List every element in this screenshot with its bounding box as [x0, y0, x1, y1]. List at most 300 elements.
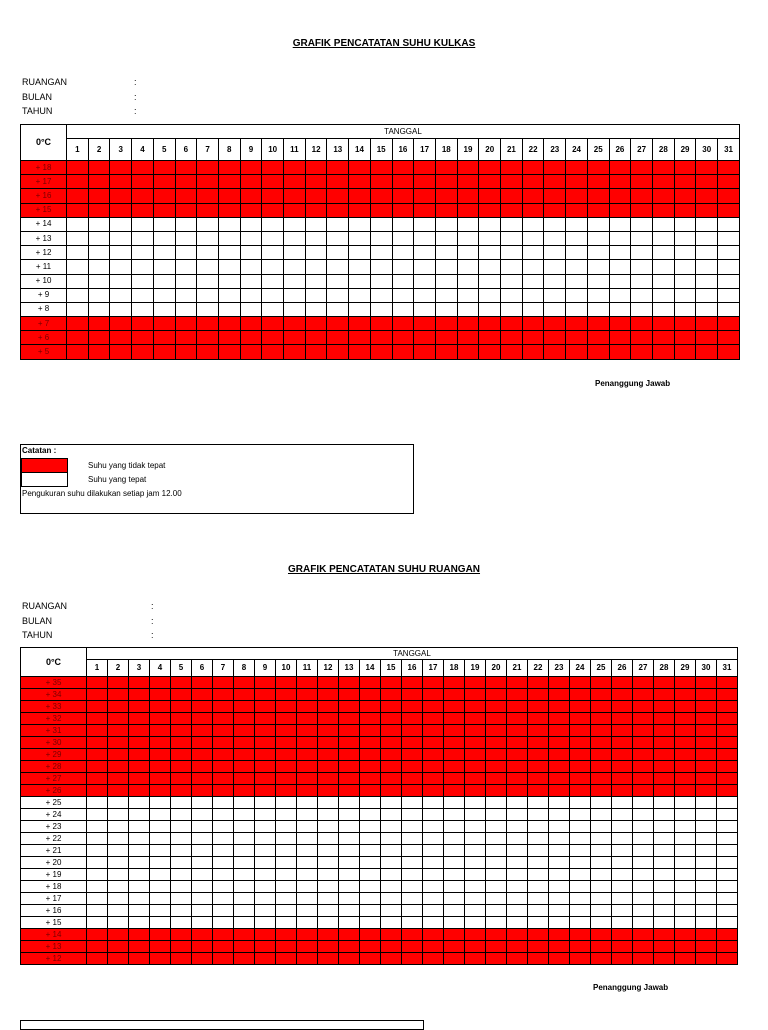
record-cell[interactable] — [150, 797, 171, 809]
record-cell[interactable] — [318, 917, 339, 929]
record-cell[interactable] — [153, 175, 175, 189]
record-cell[interactable] — [652, 189, 674, 203]
record-cell[interactable] — [633, 833, 654, 845]
record-cell[interactable] — [465, 929, 486, 941]
record-cell[interactable] — [88, 302, 110, 316]
record-cell[interactable] — [570, 749, 591, 761]
record-cell[interactable] — [339, 677, 360, 689]
record-cell[interactable] — [609, 246, 631, 260]
record-cell[interactable] — [318, 857, 339, 869]
record-cell[interactable] — [234, 701, 255, 713]
record-cell[interactable] — [717, 797, 738, 809]
record-cell[interactable] — [234, 725, 255, 737]
record-cell[interactable] — [696, 317, 718, 331]
record-cell[interactable] — [381, 689, 402, 701]
record-cell[interactable] — [501, 231, 523, 245]
record-cell[interactable] — [108, 713, 129, 725]
record-cell[interactable] — [549, 905, 570, 917]
record-cell[interactable] — [197, 217, 219, 231]
record-cell[interactable] — [284, 317, 306, 331]
record-cell[interactable] — [213, 833, 234, 845]
record-cell[interactable] — [218, 274, 240, 288]
record-cell[interactable] — [507, 929, 528, 941]
record-cell[interactable] — [654, 917, 675, 929]
record-cell[interactable] — [528, 893, 549, 905]
record-cell[interactable] — [402, 857, 423, 869]
record-cell[interactable] — [276, 869, 297, 881]
record-cell[interactable] — [423, 713, 444, 725]
record-cell[interactable] — [522, 203, 544, 217]
record-cell[interactable] — [591, 761, 612, 773]
record-cell[interactable] — [465, 737, 486, 749]
record-cell[interactable] — [414, 189, 436, 203]
record-cell[interactable] — [507, 713, 528, 725]
record-cell[interactable] — [652, 246, 674, 260]
record-cell[interactable] — [234, 737, 255, 749]
record-cell[interactable] — [284, 175, 306, 189]
record-cell[interactable] — [129, 749, 150, 761]
record-cell[interactable] — [444, 893, 465, 905]
record-cell[interactable] — [633, 905, 654, 917]
record-cell[interactable] — [696, 725, 717, 737]
record-cell[interactable] — [675, 725, 696, 737]
record-cell[interactable] — [240, 189, 262, 203]
record-cell[interactable] — [327, 274, 349, 288]
record-cell[interactable] — [171, 761, 192, 773]
record-cell[interactable] — [486, 737, 507, 749]
record-cell[interactable] — [654, 845, 675, 857]
record-cell[interactable] — [479, 161, 501, 175]
record-cell[interactable] — [88, 217, 110, 231]
record-cell[interactable] — [696, 189, 718, 203]
record-cell[interactable] — [696, 821, 717, 833]
record-cell[interactable] — [570, 689, 591, 701]
record-cell[interactable] — [175, 274, 197, 288]
record-cell[interactable] — [457, 260, 479, 274]
record-cell[interactable] — [609, 161, 631, 175]
record-cell[interactable] — [717, 941, 738, 953]
record-cell[interactable] — [327, 317, 349, 331]
record-cell[interactable] — [654, 953, 675, 965]
record-cell[interactable] — [262, 175, 284, 189]
record-cell[interactable] — [507, 737, 528, 749]
record-cell[interactable] — [262, 161, 284, 175]
record-cell[interactable] — [297, 677, 318, 689]
record-cell[interactable] — [587, 161, 609, 175]
record-cell[interactable] — [612, 905, 633, 917]
record-cell[interactable] — [360, 737, 381, 749]
record-cell[interactable] — [479, 302, 501, 316]
record-cell[interactable] — [435, 288, 457, 302]
record-cell[interactable] — [197, 274, 219, 288]
record-cell[interactable] — [612, 725, 633, 737]
record-cell[interactable] — [549, 809, 570, 821]
record-cell[interactable] — [240, 274, 262, 288]
record-cell[interactable] — [544, 189, 566, 203]
record-cell[interactable] — [255, 689, 276, 701]
record-cell[interactable] — [381, 953, 402, 965]
record-cell[interactable] — [486, 869, 507, 881]
record-cell[interactable] — [234, 893, 255, 905]
record-cell[interactable] — [297, 917, 318, 929]
record-cell[interactable] — [654, 737, 675, 749]
record-cell[interactable] — [675, 701, 696, 713]
record-cell[interactable] — [192, 749, 213, 761]
record-cell[interactable] — [284, 260, 306, 274]
record-cell[interactable] — [423, 845, 444, 857]
record-cell[interactable] — [570, 917, 591, 929]
record-cell[interactable] — [414, 302, 436, 316]
record-cell[interactable] — [392, 260, 414, 274]
record-cell[interactable] — [528, 821, 549, 833]
record-cell[interactable] — [150, 893, 171, 905]
record-cell[interactable] — [465, 893, 486, 905]
record-cell[interactable] — [612, 845, 633, 857]
record-cell[interactable] — [318, 773, 339, 785]
record-cell[interactable] — [696, 869, 717, 881]
record-cell[interactable] — [192, 677, 213, 689]
record-cell[interactable] — [339, 833, 360, 845]
record-cell[interactable] — [566, 217, 588, 231]
record-cell[interactable] — [255, 845, 276, 857]
record-cell[interactable] — [423, 869, 444, 881]
record-cell[interactable] — [479, 260, 501, 274]
record-cell[interactable] — [218, 203, 240, 217]
record-cell[interactable] — [696, 953, 717, 965]
record-cell[interactable] — [414, 231, 436, 245]
record-cell[interactable] — [305, 161, 327, 175]
record-cell[interactable] — [570, 929, 591, 941]
record-cell[interactable] — [654, 773, 675, 785]
record-cell[interactable] — [218, 246, 240, 260]
record-cell[interactable] — [318, 737, 339, 749]
record-cell[interactable] — [234, 917, 255, 929]
record-cell[interactable] — [370, 231, 392, 245]
record-cell[interactable] — [381, 881, 402, 893]
record-cell[interactable] — [192, 809, 213, 821]
record-cell[interactable] — [110, 302, 132, 316]
record-cell[interactable] — [414, 317, 436, 331]
record-cell[interactable] — [696, 785, 717, 797]
record-cell[interactable] — [444, 737, 465, 749]
record-cell[interactable] — [171, 797, 192, 809]
record-cell[interactable] — [262, 345, 284, 359]
record-cell[interactable] — [213, 917, 234, 929]
record-cell[interactable] — [612, 809, 633, 821]
record-cell[interactable] — [192, 881, 213, 893]
record-cell[interactable] — [566, 302, 588, 316]
record-cell[interactable] — [392, 217, 414, 231]
record-cell[interactable] — [486, 833, 507, 845]
record-cell[interactable] — [465, 797, 486, 809]
record-cell[interactable] — [218, 231, 240, 245]
record-cell[interactable] — [633, 929, 654, 941]
record-cell[interactable] — [486, 713, 507, 725]
record-cell[interactable] — [544, 345, 566, 359]
record-cell[interactable] — [87, 725, 108, 737]
record-cell[interactable] — [528, 773, 549, 785]
record-cell[interactable] — [108, 869, 129, 881]
record-cell[interactable] — [234, 749, 255, 761]
record-cell[interactable] — [349, 302, 371, 316]
record-cell[interactable] — [87, 869, 108, 881]
record-cell[interactable] — [370, 175, 392, 189]
record-cell[interactable] — [360, 725, 381, 737]
record-cell[interactable] — [414, 331, 436, 345]
record-cell[interactable] — [339, 869, 360, 881]
record-cell[interactable] — [444, 713, 465, 725]
record-cell[interactable] — [234, 785, 255, 797]
record-cell[interactable] — [175, 175, 197, 189]
record-cell[interactable] — [213, 857, 234, 869]
record-cell[interactable] — [501, 288, 523, 302]
record-cell[interactable] — [150, 785, 171, 797]
record-cell[interactable] — [297, 893, 318, 905]
record-cell[interactable] — [276, 725, 297, 737]
record-cell[interactable] — [465, 881, 486, 893]
record-cell[interactable] — [522, 274, 544, 288]
record-cell[interactable] — [327, 203, 349, 217]
record-cell[interactable] — [654, 761, 675, 773]
record-cell[interactable] — [544, 288, 566, 302]
record-cell[interactable] — [197, 331, 219, 345]
record-cell[interactable] — [297, 833, 318, 845]
record-cell[interactable] — [67, 345, 89, 359]
record-cell[interactable] — [486, 785, 507, 797]
record-cell[interactable] — [218, 189, 240, 203]
record-cell[interactable] — [171, 845, 192, 857]
record-cell[interactable] — [218, 288, 240, 302]
record-cell[interactable] — [696, 677, 717, 689]
record-cell[interactable] — [370, 189, 392, 203]
record-cell[interactable] — [444, 905, 465, 917]
record-cell[interactable] — [110, 189, 132, 203]
record-cell[interactable] — [381, 833, 402, 845]
record-cell[interactable] — [171, 833, 192, 845]
record-cell[interactable] — [423, 797, 444, 809]
record-cell[interactable] — [392, 189, 414, 203]
record-cell[interactable] — [381, 785, 402, 797]
record-cell[interactable] — [507, 749, 528, 761]
record-cell[interactable] — [674, 189, 696, 203]
record-cell[interactable] — [153, 288, 175, 302]
record-cell[interactable] — [402, 917, 423, 929]
record-cell[interactable] — [108, 785, 129, 797]
record-cell[interactable] — [234, 869, 255, 881]
record-cell[interactable] — [171, 749, 192, 761]
record-cell[interactable] — [457, 288, 479, 302]
record-cell[interactable] — [276, 809, 297, 821]
record-cell[interactable] — [108, 845, 129, 857]
record-cell[interactable] — [360, 905, 381, 917]
record-cell[interactable] — [171, 881, 192, 893]
record-cell[interactable] — [153, 317, 175, 331]
record-cell[interactable] — [284, 189, 306, 203]
record-cell[interactable] — [717, 893, 738, 905]
record-cell[interactable] — [675, 941, 696, 953]
record-cell[interactable] — [381, 809, 402, 821]
record-cell[interactable] — [240, 203, 262, 217]
record-cell[interactable] — [528, 785, 549, 797]
record-cell[interactable] — [696, 231, 718, 245]
record-cell[interactable] — [150, 725, 171, 737]
record-cell[interactable] — [696, 288, 718, 302]
record-cell[interactable] — [150, 917, 171, 929]
record-cell[interactable] — [297, 953, 318, 965]
record-cell[interactable] — [465, 869, 486, 881]
record-cell[interactable] — [192, 737, 213, 749]
record-cell[interactable] — [612, 737, 633, 749]
record-cell[interactable] — [88, 189, 110, 203]
record-cell[interactable] — [675, 677, 696, 689]
record-cell[interactable] — [674, 175, 696, 189]
record-cell[interactable] — [234, 797, 255, 809]
record-cell[interactable] — [297, 809, 318, 821]
record-cell[interactable] — [457, 274, 479, 288]
record-cell[interactable] — [110, 203, 132, 217]
record-cell[interactable] — [339, 905, 360, 917]
record-cell[interactable] — [234, 773, 255, 785]
record-cell[interactable] — [587, 175, 609, 189]
record-cell[interactable] — [218, 175, 240, 189]
record-cell[interactable] — [465, 833, 486, 845]
record-cell[interactable] — [570, 761, 591, 773]
record-cell[interactable] — [654, 797, 675, 809]
record-cell[interactable] — [129, 857, 150, 869]
record-cell[interactable] — [696, 917, 717, 929]
record-cell[interactable] — [88, 274, 110, 288]
record-cell[interactable] — [591, 893, 612, 905]
record-cell[interactable] — [392, 317, 414, 331]
record-cell[interactable] — [318, 701, 339, 713]
record-cell[interactable] — [544, 217, 566, 231]
record-cell[interactable] — [570, 845, 591, 857]
record-cell[interactable] — [696, 845, 717, 857]
record-cell[interactable] — [507, 809, 528, 821]
record-cell[interactable] — [132, 217, 154, 231]
record-cell[interactable] — [486, 809, 507, 821]
record-cell[interactable] — [87, 713, 108, 725]
record-cell[interactable] — [612, 761, 633, 773]
record-cell[interactable] — [171, 701, 192, 713]
record-cell[interactable] — [591, 725, 612, 737]
record-cell[interactable] — [570, 905, 591, 917]
record-cell[interactable] — [423, 917, 444, 929]
record-cell[interactable] — [218, 331, 240, 345]
record-cell[interactable] — [240, 260, 262, 274]
record-cell[interactable] — [150, 953, 171, 965]
record-cell[interactable] — [171, 917, 192, 929]
record-cell[interactable] — [507, 893, 528, 905]
record-cell[interactable] — [696, 905, 717, 917]
record-cell[interactable] — [423, 701, 444, 713]
record-cell[interactable] — [587, 260, 609, 274]
record-cell[interactable] — [674, 231, 696, 245]
record-cell[interactable] — [284, 217, 306, 231]
record-cell[interactable] — [414, 274, 436, 288]
record-cell[interactable] — [674, 203, 696, 217]
record-cell[interactable] — [457, 302, 479, 316]
record-cell[interactable] — [305, 175, 327, 189]
record-cell[interactable] — [528, 689, 549, 701]
record-cell[interactable] — [339, 845, 360, 857]
record-cell[interactable] — [479, 246, 501, 260]
record-cell[interactable] — [284, 231, 306, 245]
record-cell[interactable] — [465, 749, 486, 761]
record-cell[interactable] — [87, 917, 108, 929]
record-cell[interactable] — [87, 821, 108, 833]
record-cell[interactable] — [612, 917, 633, 929]
record-cell[interactable] — [171, 677, 192, 689]
record-cell[interactable] — [171, 953, 192, 965]
record-cell[interactable] — [612, 869, 633, 881]
record-cell[interactable] — [192, 713, 213, 725]
record-cell[interactable] — [276, 845, 297, 857]
record-cell[interactable] — [213, 905, 234, 917]
record-cell[interactable] — [718, 203, 740, 217]
record-cell[interactable] — [675, 713, 696, 725]
record-cell[interactable] — [197, 203, 219, 217]
record-cell[interactable] — [718, 288, 740, 302]
record-cell[interactable] — [284, 331, 306, 345]
record-cell[interactable] — [108, 881, 129, 893]
record-cell[interactable] — [457, 246, 479, 260]
record-cell[interactable] — [392, 288, 414, 302]
record-cell[interactable] — [88, 246, 110, 260]
record-cell[interactable] — [633, 749, 654, 761]
record-cell[interactable] — [392, 345, 414, 359]
record-cell[interactable] — [171, 869, 192, 881]
record-cell[interactable] — [718, 246, 740, 260]
record-cell[interactable] — [339, 917, 360, 929]
record-cell[interactable] — [696, 857, 717, 869]
record-cell[interactable] — [612, 713, 633, 725]
record-cell[interactable] — [110, 231, 132, 245]
record-cell[interactable] — [197, 189, 219, 203]
record-cell[interactable] — [633, 893, 654, 905]
record-cell[interactable] — [171, 785, 192, 797]
record-cell[interactable] — [570, 737, 591, 749]
record-cell[interactable] — [360, 917, 381, 929]
record-cell[interactable] — [717, 869, 738, 881]
record-cell[interactable] — [192, 689, 213, 701]
record-cell[interactable] — [414, 217, 436, 231]
record-cell[interactable] — [153, 260, 175, 274]
record-cell[interactable] — [255, 953, 276, 965]
record-cell[interactable] — [479, 203, 501, 217]
record-cell[interactable] — [544, 161, 566, 175]
record-cell[interactable] — [591, 857, 612, 869]
record-cell[interactable] — [349, 175, 371, 189]
record-cell[interactable] — [549, 941, 570, 953]
record-cell[interactable] — [414, 246, 436, 260]
record-cell[interactable] — [528, 857, 549, 869]
record-cell[interactable] — [370, 260, 392, 274]
record-cell[interactable] — [507, 677, 528, 689]
record-cell[interactable] — [213, 797, 234, 809]
record-cell[interactable] — [423, 941, 444, 953]
record-cell[interactable] — [255, 797, 276, 809]
record-cell[interactable] — [234, 761, 255, 773]
record-cell[interactable] — [612, 893, 633, 905]
record-cell[interactable] — [318, 869, 339, 881]
record-cell[interactable] — [444, 677, 465, 689]
record-cell[interactable] — [444, 857, 465, 869]
record-cell[interactable] — [87, 857, 108, 869]
record-cell[interactable] — [435, 331, 457, 345]
record-cell[interactable] — [255, 773, 276, 785]
record-cell[interactable] — [674, 345, 696, 359]
